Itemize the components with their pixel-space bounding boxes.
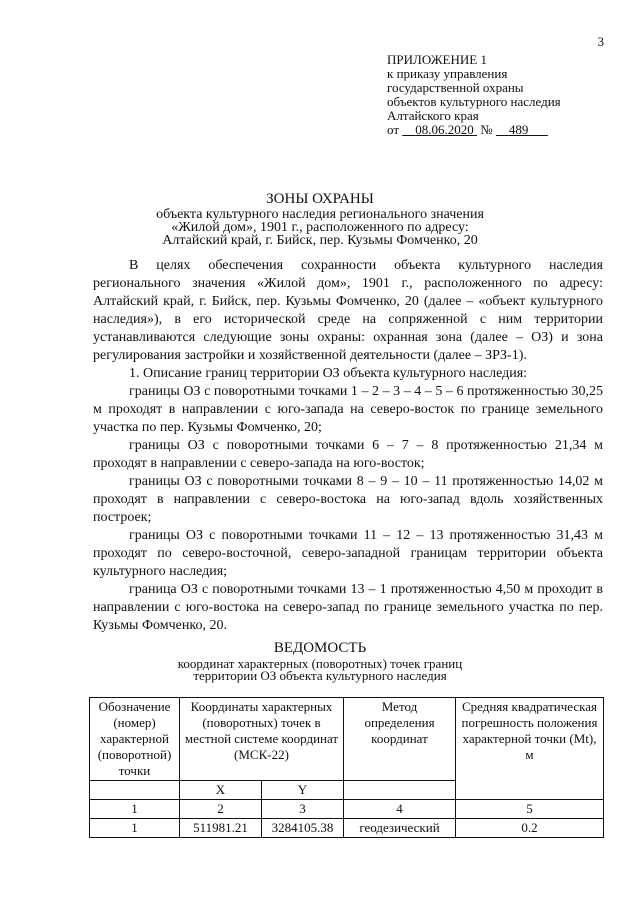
header-x: X — [180, 781, 262, 800]
header-coords: Координаты характерных (поворотных) точек в местной системе координат (МСК-22) — [180, 698, 344, 781]
paragraph: границы ОЗ с поворотными точками 8 – 9 – 10 – 11 протяженностью 14,02 м проходят в направлении с северо-востока на юго-запад вдоль хозяйственных построек; — [93, 474, 603, 525]
statement-subtitle-line: территории ОЗ объекта культурного наследия — [193, 668, 447, 683]
zones-title: ЗОНЫ ОХРАНЫ — [266, 191, 374, 207]
appendix-block — [387, 53, 627, 137]
statement-subtitle — [0, 658, 640, 682]
zones-subtitle-line: «Жилой дом», 1901 г., расположенного по адресу: — [171, 220, 469, 235]
paragraph: границы ОЗ с поворотными точками 1 – 2 – 3 – 4 – 5 – 6 протяженностью 30,25 м проходят в направлении с юго-запада на северо-восток по границе земельного участка по пер. Кузьмы Фомченко, 20; — [93, 384, 603, 435]
appendix-line: Алтайского края — [387, 108, 479, 123]
cell-x: 511981.21 — [180, 819, 262, 838]
zones-subtitle-line: объекта культурного наследия регионального значения — [156, 207, 484, 222]
statement-subtitle-line: координат характерных (поворотных) точек границ — [177, 656, 463, 671]
header-method-spacer — [344, 781, 456, 800]
order-number: 489 — [508, 122, 529, 137]
col-number: 5 — [456, 800, 604, 819]
paragraph: 1. Описание границ территории ОЗ объекта культурного наследия: — [129, 366, 528, 381]
table-numbering-row — [90, 800, 604, 819]
header-y: Y — [262, 781, 344, 800]
paragraph: граница ОЗ с поворотными точками 13 – 1 протяженностью 4,50 м проходит в направлении с юго-востока на северо-запад по границе земельного участка по пер. Кузьмы Фомченко, 20. — [93, 582, 603, 633]
paragraph: В целях обеспечения сохранности объекта культурного наследия регионального значения «Жилой дом», 1901 г., расположенного по адресу: Алтайский край, г. Бийск, пер. Кузьмы Фомченко, 20 (далее – «объект культурного наследия»), в его исторической среде на сопряженной с ним территории устанавливаются следующие зоны охраны: охранная зона (далее – ОЗ) и зона регулирования застройки и хозяйственной деятельности (далее – ЗРЗ-1). — [93, 258, 603, 363]
cell-point: 1 — [90, 819, 180, 838]
cell-method: геодезический — [344, 819, 456, 838]
statement-title: ВЕДОМОСТЬ — [273, 640, 367, 656]
col-number: 1 — [90, 800, 180, 819]
header-error: Средняя квадратическая погрешность положения характерной точки (Mt), м — [456, 698, 604, 800]
coordinates-table — [89, 697, 604, 838]
header-point-spacer — [90, 781, 180, 800]
paragraph: границы ОЗ с поворотными точками 6 – 7 – 8 протяженностью 21,34 м проходят в направлении с северо-запада на юго-восток; — [93, 438, 603, 471]
appendix-line: к приказу управления — [387, 66, 508, 81]
appendix-line: объектов культурного наследия — [387, 94, 561, 109]
col-number: 4 — [344, 800, 456, 819]
header-method: Метод определения координат — [344, 698, 456, 781]
body-text — [93, 257, 603, 635]
cell-y: 3284105.38 — [262, 819, 344, 838]
col-number: 3 — [262, 800, 344, 819]
zones-subtitle-line: Алтайский край, г. Бийск, пер. Кузьмы Фомченко, 20 — [162, 233, 478, 248]
header-point: Обозначение (номер) характерной (поворотной) точки — [90, 698, 180, 781]
order-line — [387, 123, 627, 137]
zones-subtitle — [0, 208, 640, 247]
order-prefix: от — [387, 122, 400, 137]
table-header-row — [90, 698, 604, 781]
appendix-title: ПРИЛОЖЕНИЕ 1 — [387, 52, 487, 67]
paragraph: границы ОЗ с поворотными точками 11 – 12 – 13 протяженностью 31,43 м проходят по северо-восточной, северо-западной границам территории объекта культурного наследия; — [93, 528, 603, 579]
table-row — [90, 819, 604, 838]
page-number: 3 — [597, 34, 604, 49]
appendix-line: государственной охраны — [387, 80, 524, 95]
order-date: 08.06.2020 — [415, 122, 474, 137]
cell-error: 0.2 — [456, 819, 604, 838]
col-number: 2 — [180, 800, 262, 819]
order-no-label: № — [480, 122, 493, 137]
